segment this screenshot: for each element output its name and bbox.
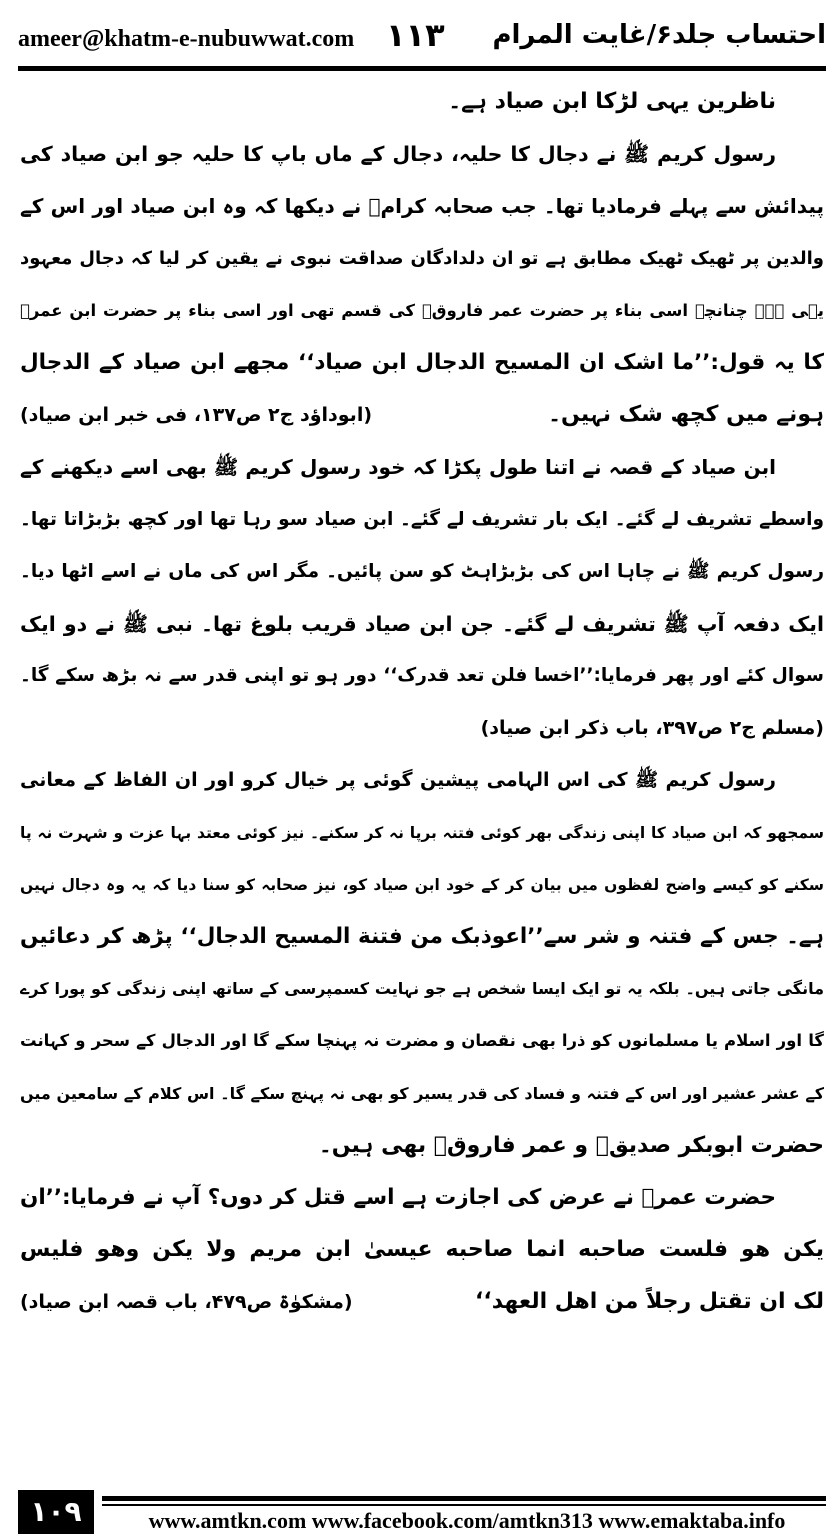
text-line: مانگی جاتی ہیں۔ بلکہ یہ تو ایک ایسا شخص ہے جو نہایت کسمپرسی کے ساتھ اپنی زندگی کو پورا کرے [20, 979, 824, 999]
text-line-with-reference [20, 389, 824, 441]
footer-urls: www.amtkn.com www.facebook.com/amtkn313 www.emaktaba.info [148, 1508, 786, 1533]
text-line: واسطے تشریف لے گئے۔ ایک بار تشریف لے گئے۔ ابن صیاد سو رہا تھا اور کچھ بڑبڑاتا تھا۔ [20, 508, 824, 530]
text-line: رسول کریم ﷺ نے چاہا اس کی بڑبڑاہٹ کو سن پائیں۔ مگر اس کی ماں نے اسے اٹھا دیا۔ [20, 560, 824, 582]
running-title: احتساب جلد۶/غایت المرام [492, 20, 826, 50]
text-line: کا یہ قول:’’ما اشک ان المسیح الدجال ابن صیاد‘‘ مجھے ابن صیاد کے الدجال [20, 349, 824, 375]
text-line: پیدائش سے پہلے فرمادیا تھا۔ جب صحابہ کرامؓ نے دیکھا کہ وہ ابن صیاد اور اس کے [20, 194, 824, 219]
text-line: ہے۔ جس کے فتنہ و شر سے’’اعوذبک من فتنة المسیح الدجال‘‘ پڑھ کر دعائیں [20, 924, 824, 949]
text-line: رسول کریم ﷺ کی اس الہامی پیشین گوئی پر خیال کرو اور ان الفاظ کے معانی [20, 769, 776, 792]
text-line: ابن صیاد کے قصہ نے اتنا طول پکڑا کہ خود رسول کریم ﷺ بھی اسے دیکھنے کے [20, 455, 776, 480]
text-line: حضرت عمرؓ نے عرض کی اجازت ہے اسے قتل کر دوں؟ آپ نے فرمایا:’’ان [20, 1184, 776, 1210]
page-header [18, 12, 826, 64]
text-line: کے عشر عشیر اور اس کے فتنہ و فساد کی قدر یسیر کو بھی نہ پہنچ سکے گا۔ اس کلام کے سامعین میں [20, 1083, 824, 1103]
text-line: سوال کئے اور پھر فرمایا:’’اخسا فلن تعد قدرک‘‘ دور ہو تو اپنی قدر سے نہ بڑھ سکے گا۔ [20, 665, 824, 687]
text-line: یکن هو فلست صاحبه انما صاحبه عیسیٰ ابن مریم ولا یکن وهو فلیس [20, 1237, 824, 1263]
header-rule [18, 66, 826, 71]
header-email: ameer@khatm-e-nubuwwat.com [18, 26, 355, 52]
text-line: یہی ہے۔ چنانچہ اسی بناء پر حضرت عمر فاروقؓ کی قسم تھی اور اسی بناء پر حضرت ابن عمرؓ [20, 300, 824, 320]
page-body [20, 76, 824, 1329]
text-line-with-reference [20, 1276, 824, 1328]
line-text: لک ان تقتل رجلاً من اهل العهد‘‘ [474, 1289, 824, 1315]
text-line: حضرت ابوبکر صدیقؓ و عمر فاروقؓ بھی ہیں۔ [318, 1132, 824, 1158]
text-line: والدین پر ٹھیک ٹھیک مطابق ہے تو ان دلدادگان صداقت نبوی نے یقین کر لیا کہ دجال معہود [20, 247, 824, 269]
text-line: ناظرین یہی لڑکا ابن صیاد ہے۔ [448, 89, 776, 114]
footer-rule-thin [102, 1504, 826, 1506]
source-reference: (مشکوٰۃ ص۴۷۹، باب قصہ ابن صیاد) [20, 1291, 353, 1314]
header-page-number: ۱۱۳ [386, 16, 445, 54]
page-footer [18, 1490, 826, 1540]
text-line: سکنے کو کیسے واضح لفظوں میں بیان کر کے خود ابن صیاد کو، نیز صحابہ کو سنا دیا کہ یہ وہ دجال نہیں [20, 875, 824, 894]
footer-page-number: ۱۰۹ [18, 1490, 94, 1534]
source-reference: (ابوداؤد ج۲ ص۱۳۷، فی خبر ابن صیاد) [20, 404, 373, 427]
citation-line: (مسلم ج۲ ص۳۹۷، باب ذکر ابن صیاد) [480, 717, 824, 740]
line-text: ہونے میں کچھ شک نہیں۔ [548, 402, 824, 428]
text-line: رسول کریم ﷺ نے دجال کا حلیہ، دجال کے ماں باپ کا حلیہ جو ابن صیاد کی [20, 142, 776, 167]
text-line: سمجھو کہ ابن صیاد کا اپنی زندگی بھر کوئی فتنہ برپا نہ کر سکنے۔ نیز کوئی معتد بہا عزت و شہرت نہ پا [20, 823, 824, 842]
text-line: ایک دفعہ آپ ﷺ تشریف لے گئے۔ جن ابن صیاد قریب بلوغ تھا۔ نبی ﷺ نے دو ایک [20, 611, 824, 636]
footer-rule-thick [102, 1496, 826, 1501]
text-line: گا اور اسلام یا مسلمانوں کو ذرا بھی نقصان و مضرت نہ پہنچا سکے گا اور الدجال کے سحر و کہانت [20, 1031, 824, 1051]
